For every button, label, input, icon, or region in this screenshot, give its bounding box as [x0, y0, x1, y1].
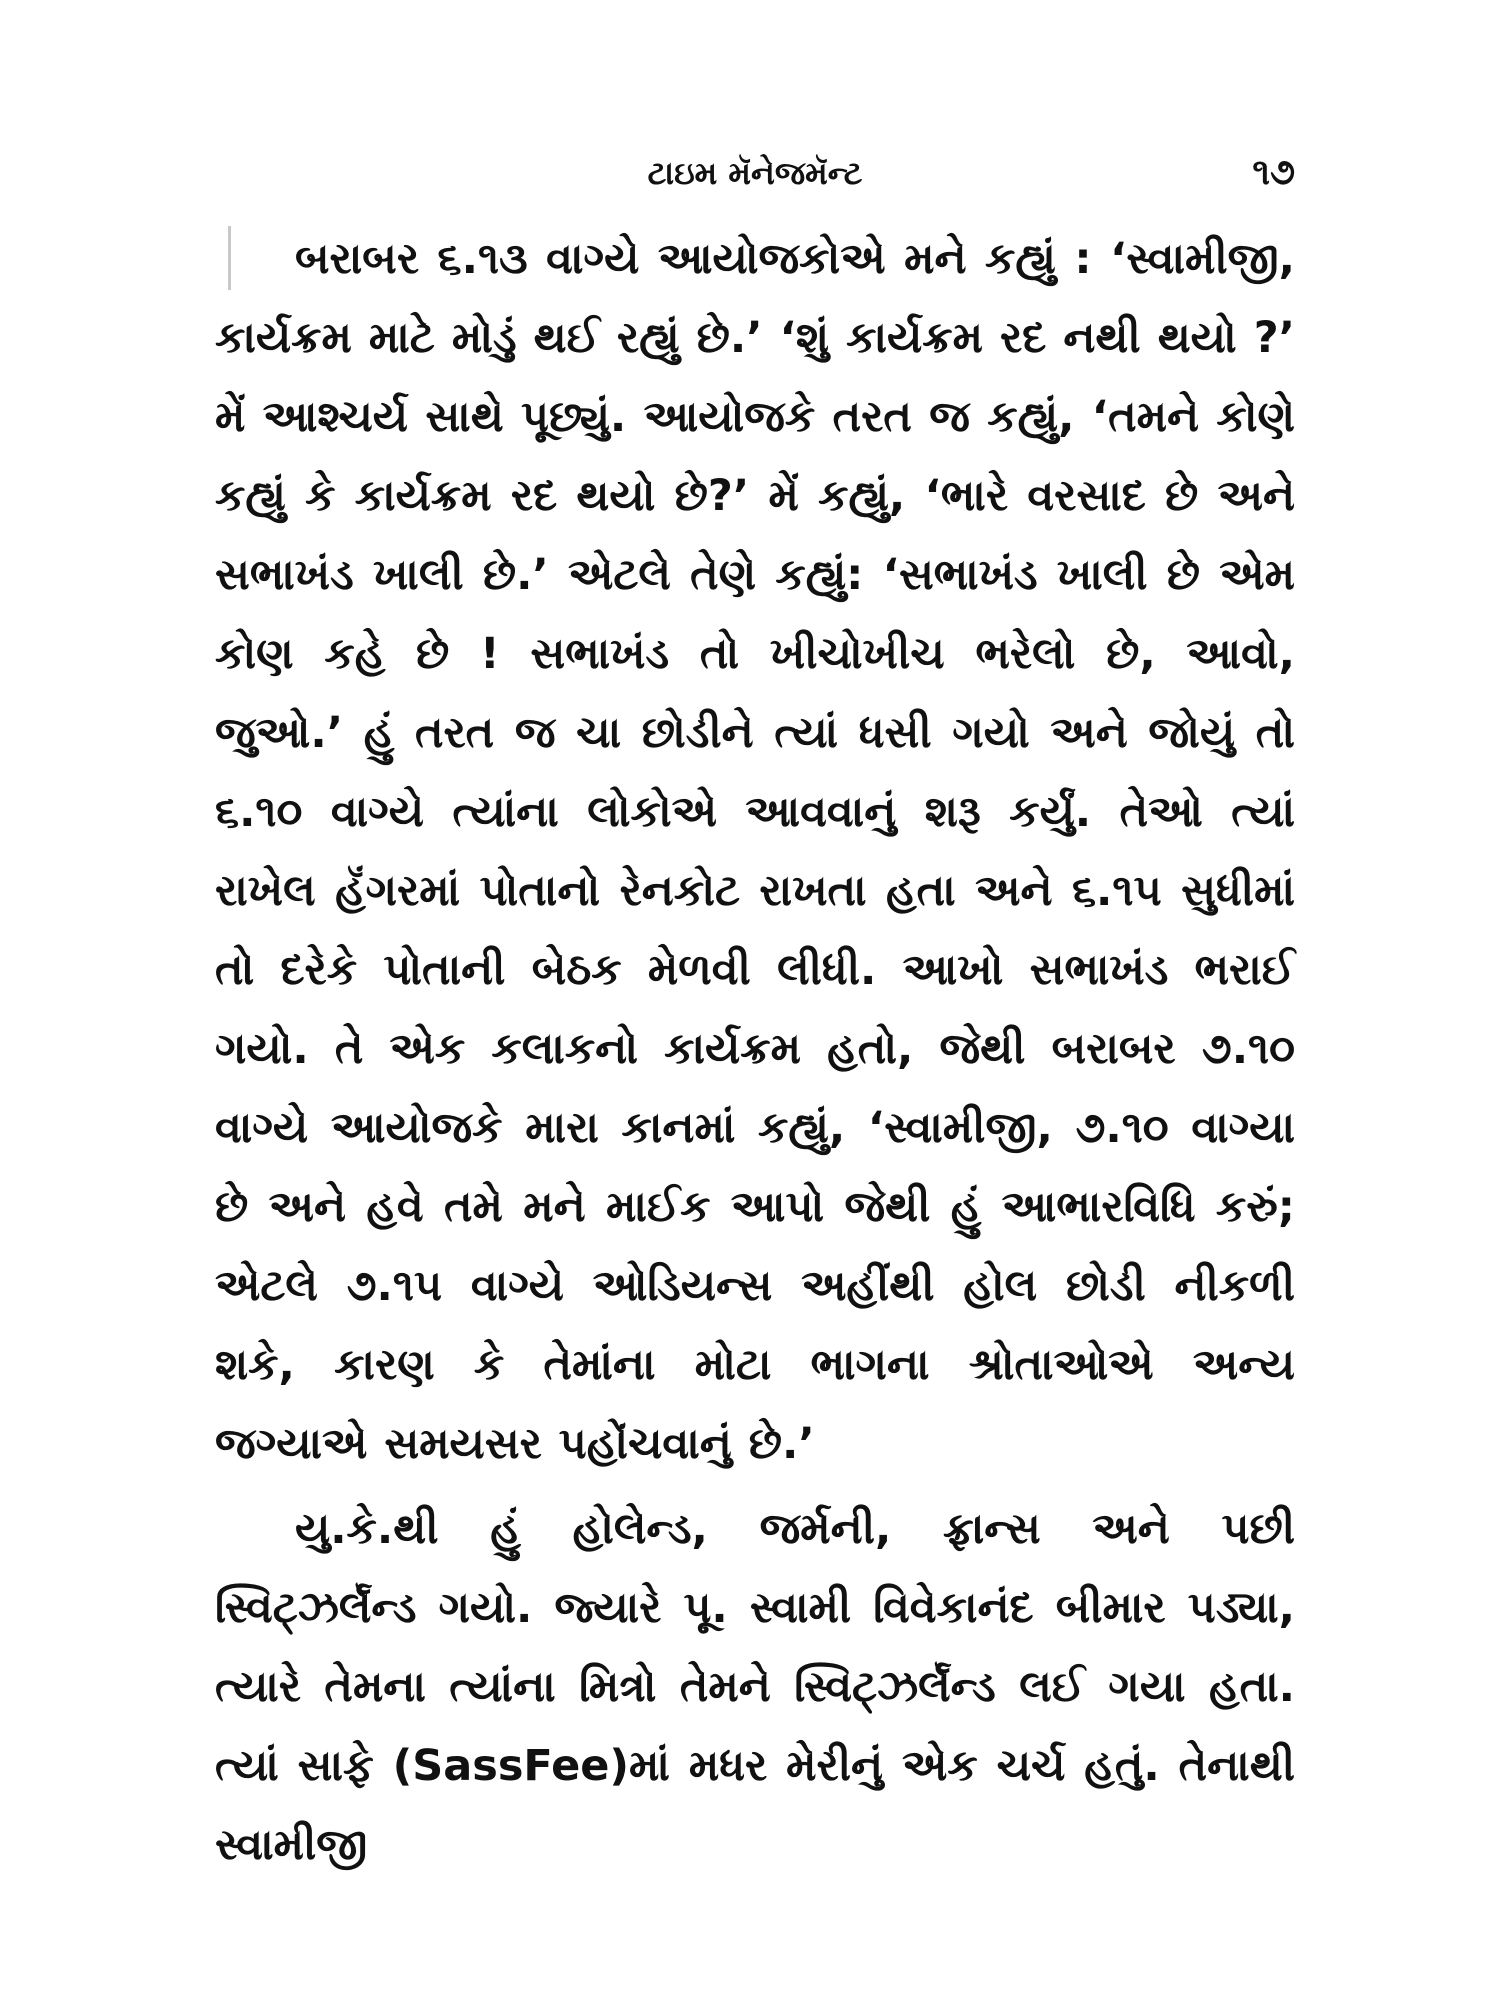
body-text: [215, 220, 1295, 1885]
paragraph-1: બરાબર ૬.૧૩ વાગ્યે આયોજકોએ મને કહ્યું : ‘સ્વામીજી, કાર્યક્રમ માટે મોડું થઈ રહ્યું છે.’ ‘શું કાર્યક્રમ રદ નથી થયો ?’ મેં આશ્ચર્ય સાથે પૂછ્યું. આયોજકે તરત જ કહ્યું, ‘તમને કોણે કહ્યું કે કાર્યક્રમ રદ થયો છે?’ મેં કહ્યું, ‘ભારે વરસાદ છે અને સભાખંડ ખાલી છે.’ એટલે તેણે કહ્યું: ‘સભાખંડ ખાલી છે એમ કોણ કહે છે ! સભાખંડ તો ખીચોખીચ ભરેલો છે, આવો, જુઓ.’ હું તરત જ ચા છોડીને ત્યાં ધસી ગયો અને જોયું તો ૬.૧૦ વાગ્યે ત્યાંના લોકોએ આવવાનું શરૂ કર્યું. તેઓ ત્યાં રાખેલ હૅંગરમાં પોતાનો રેનકોટ રાખતા હતા અને ૬.૧૫ સુધીમાં તો દરેકે પોતાની બેઠક મેળવી લીધી. આખો સભાખંડ ભરાઈ ગયો. તે એક કલાકનો કાર્યક્રમ હતો, જેથી બરાબર ૭.૧૦ વાગ્યે આયોજકે મારા કાનમાં કહ્યું, ‘સ્વામીજી, ૭.૧૦ વાગ્યા છે અને હવે તમે મને માઈક આપો જેથી હું આભારવિધિ કરું; એટલે ૭.૧૫ વાગ્યે ઓડિયન્સ અહીંથી હોલ છોડી નીકળી શકે, કારણ કે તેમાંના મોટા ભાગના શ્રોતાઓએ અન્ય જગ્યાએ સમયસર પહોંચવાનું છે.’: [215, 234, 1295, 1469]
page-header: [215, 150, 1295, 200]
page-number: ૧૭: [1252, 152, 1295, 193]
running-title: ટાઇમ મૅનેજમૅન્ટ: [647, 154, 863, 192]
paragraph-2: યુ.કે.થી હું હોલેન્ડ, જર્મની, ફ્રાન્સ અને પછી સ્વિટ્ઝર્લૅન્ડ ગયો. જ્યારે પૂ. સ્વામી વિવેકાનંદ બીમાર પડ્યા, ત્યારે તેમના ત્યાંના મિત્રો તેમને સ્વિટ્ઝર્લૅન્ડ લઈ ગયા હતા. ત્યાં સાફે (SassFee)માં મધર મેરીનું એક ચર્ચ હતું. તેનાથી સ્વામીજી: [215, 1504, 1295, 1870]
